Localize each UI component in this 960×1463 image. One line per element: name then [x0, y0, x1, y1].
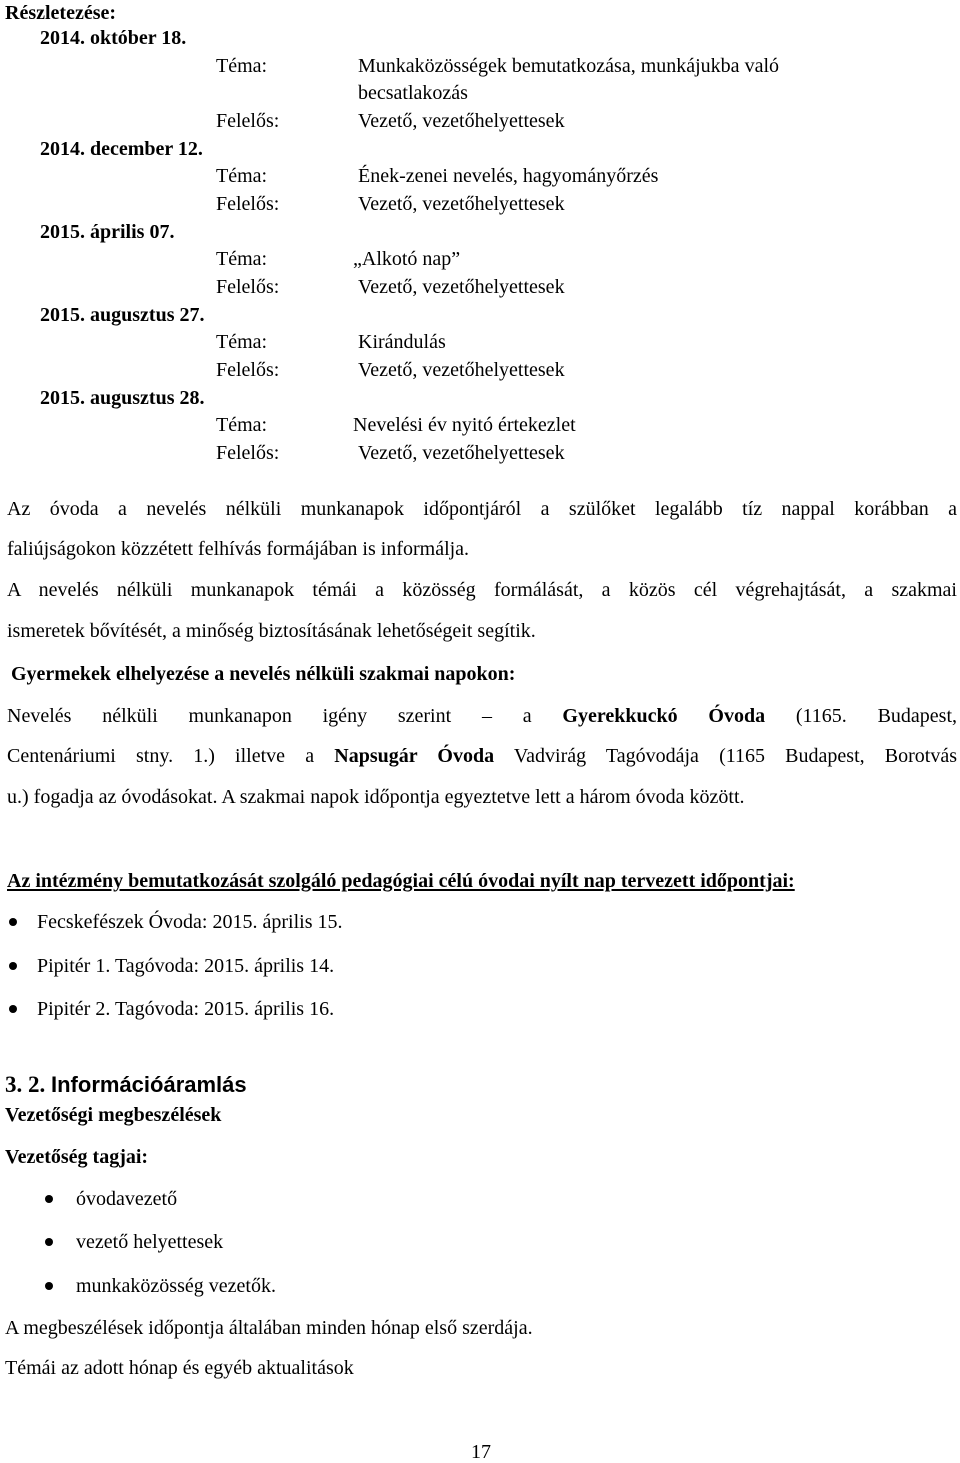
tema-value: Munkaközösségek bemutatkozása, munkájukba való [358, 55, 779, 77]
felelos-label: Felelős: [216, 110, 280, 132]
felelos-label: Felelős: [216, 193, 280, 215]
nyilt-nap-title: Az intézmény bemutatkozását szolgáló pedagógiai célú óvodai nyílt nap tervezett időpontjai: [7, 870, 795, 892]
felelos-value: Vezető, vezetőhelyettesek [358, 359, 565, 381]
list-item: óvodavezető [76, 1188, 178, 1210]
schedule-date: 2015. április 07. [40, 221, 175, 243]
list-item: munkaközösség vezetők. [76, 1275, 276, 1297]
list-item: vezető helyettesek [76, 1231, 224, 1253]
text-segment: Vadvirág Tagóvodája (1165 Budapest, Borotvás [513, 745, 958, 767]
list-item: Fecskefészek Óvoda: 2015. április 15. [37, 911, 343, 933]
felelos-value: Vezető, vezetőhelyettesek [358, 193, 565, 215]
section-number: 3. 2. [5, 1072, 46, 1097]
felelos-label: Felelős: [216, 276, 280, 298]
section-heading: Részletezése: [5, 2, 117, 24]
bullet-icon [9, 962, 17, 970]
text-segment: (1165. Budapest, [795, 705, 958, 727]
gyermekek-title: Gyermekek elhelyezése a nevelés nélküli szakmai napokon: [11, 663, 516, 685]
tema-label: Téma: [216, 248, 268, 270]
kindergarten-name: Napsugár Óvoda [334, 745, 495, 767]
schedule-date: 2014. december 12. [40, 138, 203, 160]
tema-label: Téma: [216, 414, 268, 436]
subheading: Vezetőség tagjai: [5, 1146, 149, 1168]
tema-value: „Alkotó nap” [353, 248, 461, 270]
tema-label: Téma: [216, 55, 268, 77]
page-number: 17 [471, 1441, 491, 1463]
felelos-label: Felelős: [216, 442, 280, 464]
paragraph-line: Az óvoda a nevelés nélküli munkanapok időpontjáról a szülőket legalább tíz nappal korábban a [7, 498, 957, 520]
gyermekek-line-1 [7, 706, 957, 726]
paragraph-line: Témái az adott hónap és egyéb aktualitások [5, 1357, 354, 1379]
bullet-icon [45, 1238, 53, 1246]
tema-value: Ének-zenei nevelés, hagyományőrzés [358, 165, 659, 187]
text-segment: Centenáriumi stny. 1.) illetve a [7, 745, 315, 767]
section-title [5, 1073, 247, 1096]
schedule-date: 2014. október 18. [40, 27, 187, 49]
paragraph-line: ismeretek bővítését, a minőség biztosításának lehetőségeit segítik. [7, 620, 536, 642]
list-item: Pipitér 1. Tagóvoda: 2015. április 14. [37, 955, 335, 977]
subheading: Vezetőségi megbeszélések [5, 1104, 222, 1126]
tema-value: Kirándulás [358, 331, 446, 353]
felelos-value: Vezető, vezetőhelyettesek [358, 276, 565, 298]
bullet-icon [9, 1005, 17, 1013]
schedule-date: 2015. augusztus 27. [40, 304, 205, 326]
paragraph-line: A megbeszélések időpontja általában minden hónap első szerdája. [5, 1317, 533, 1339]
schedule-date: 2015. augusztus 28. [40, 387, 205, 409]
bullet-icon [45, 1195, 53, 1203]
paragraph-line: faliújságokon közzétett felhívás formájában is informálja. [7, 538, 470, 560]
bullet-icon [45, 1282, 53, 1290]
tema-value: Nevelési év nyitó értekezlet [353, 414, 576, 436]
felelos-value: Vezető, vezetőhelyettesek [358, 442, 565, 464]
gyermekek-line-2 [7, 746, 957, 766]
tema-label: Téma: [216, 165, 268, 187]
section-title-text: Információáramlás [51, 1072, 247, 1097]
kindergarten-name: Gyerekkuckó Óvoda [562, 705, 766, 727]
bullet-icon [9, 918, 17, 926]
text-segment: Nevelés nélküli munkanapon igény szerint – a [7, 705, 532, 727]
gyermekek-line-3: u.) fogadja az óvodásokat. A szakmai napok időpontja egyeztetve lett a három óvoda között. [7, 786, 745, 808]
felelos-label: Felelős: [216, 359, 280, 381]
tema-value-cont: becsatlakozás [358, 82, 468, 104]
paragraph-line: A nevelés nélküli munkanapok témái a közösség formálását, a közös cél végrehajtását, a szakmai [7, 579, 957, 601]
tema-label: Téma: [216, 331, 268, 353]
list-item: Pipitér 2. Tagóvoda: 2015. április 16. [37, 998, 335, 1020]
felelos-value: Vezető, vezetőhelyettesek [358, 110, 565, 132]
